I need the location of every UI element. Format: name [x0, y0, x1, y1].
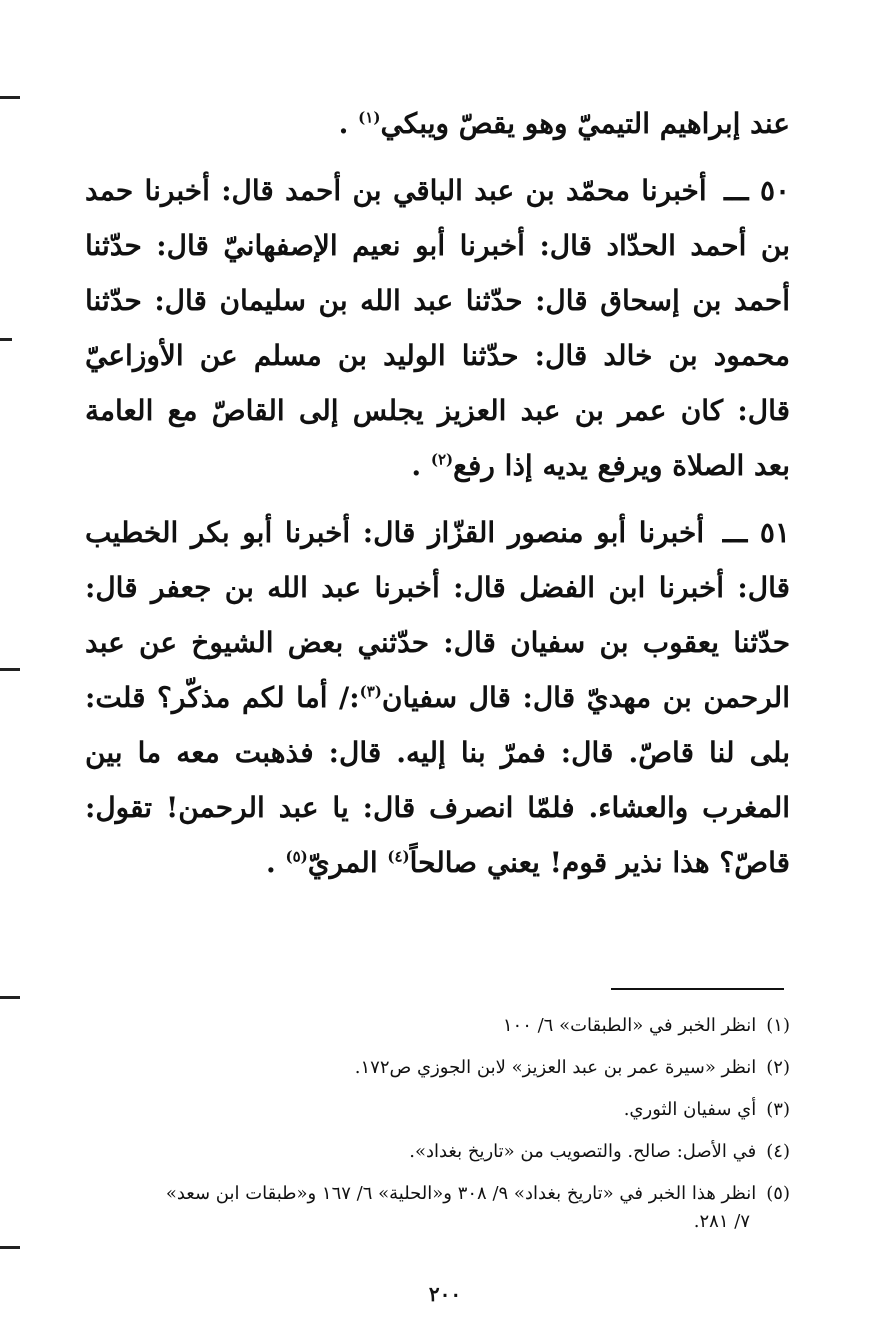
paragraph-text: :/ أما لكم مذكّر؟ قلت: بلى لنا قاصّ. قال: فمرّ بنا إليه. قال: فذهبت معه ما بين المغرب والعشاء. فلمّا انصرف قال: يا عبد الرحمن! تقول: قاصّ؟ هذا نذير قوم! يعني صالحاً	[85, 681, 790, 879]
footnote-3	[80, 1096, 790, 1124]
footnote-continuation: ٧/ ٢٨١.	[693, 1211, 750, 1232]
paragraph-intro	[85, 96, 790, 151]
paragraph-text: عند إبراهيم التيميّ وهو يقصّ ويبكي	[380, 107, 790, 140]
footnote-number: (١)	[766, 1015, 790, 1036]
page-number: ٢٠٠	[428, 1282, 462, 1306]
footnote-1	[80, 1012, 790, 1040]
footnote-text: أي سفيان الثوري.	[623, 1099, 757, 1120]
footnote-5	[80, 1180, 790, 1236]
footnote-2	[80, 1054, 790, 1082]
paragraph-50	[85, 163, 790, 493]
footnote-ref: (١)	[358, 108, 381, 127]
footnote-ref: (٢)	[430, 450, 454, 469]
paragraph-end: .	[265, 846, 286, 879]
margin-mark	[0, 996, 20, 999]
footnote-ref: (٤)	[387, 847, 410, 866]
footnotes	[80, 1012, 790, 1250]
margin-mark	[0, 668, 20, 671]
main-text	[85, 96, 790, 902]
paragraph-text: أخبرنا أبو منصور القزّاز قال: أخبرنا أبو بكر الخطيب قال: أخبرنا ابن الفضل قال: أخبرنا عبد الله بن جعفر قال: حدّثنا يعقوب بن سفيان قال: حدّثني بعض الشيوخ عن عبد الرحمن بن مهديّ قال: قال سفيان	[85, 516, 790, 714]
footnote-text: انظر «سيرة عمر بن عبد العزيز» لابن الجوزي ص١٧٢.	[354, 1057, 757, 1078]
footnote-number: (٣)	[766, 1099, 790, 1120]
margin-mark	[0, 96, 20, 99]
paragraph-end: .	[411, 449, 431, 482]
footnote-ref: (٣)	[359, 682, 382, 701]
footnote-divider	[611, 988, 784, 990]
footnote-ref: (٥)	[285, 847, 308, 866]
footnote-text: انظر هذا الخبر في «تاريخ بغداد» ٩/ ٣٠٨ و«الحلية» ٦/ ١٦٧ و«طبقات ابن سعد»	[165, 1183, 757, 1204]
paragraph-number: ٥٠ ـــ	[723, 174, 791, 207]
footnote-text: في الأصل: صالح. والتصويب من «تاريخ بغداد».	[409, 1141, 757, 1162]
paragraph-text: المريّ	[307, 846, 388, 879]
paragraph-end: .	[338, 107, 359, 140]
footnote-4	[80, 1138, 790, 1166]
footnote-number: (٤)	[766, 1141, 790, 1162]
footnote-text: انظر الخبر في «الطبقات» ٦/ ١٠٠	[502, 1015, 757, 1036]
paragraph-51	[85, 505, 790, 890]
margin-mark	[0, 1246, 20, 1249]
paragraph-number: ٥١ ـــ	[722, 516, 790, 549]
margin-mark	[0, 338, 12, 341]
footnote-number: (٢)	[766, 1057, 790, 1078]
footnote-number: (٥)	[766, 1183, 790, 1204]
paragraph-text: أخبرنا محمّد بن عبد الباقي بن أحمد قال: أخبرنا حمد بن أحمد الحدّاد قال: أخبرنا أبو نعيم الإصفهانيّ قال: حدّثنا أحمد بن إسحاق قال: حدّثنا عبد الله بن سليمان قال: حدّثنا محمود بن خالد قال: حدّثنا الوليد بن مسلم عن الأوزاعيّ قال: كان عمر بن عبد العزيز يجلس إلى القاصّ مع العامة بعد الصلاة ويرفع يديه إذا رفع	[85, 174, 790, 482]
